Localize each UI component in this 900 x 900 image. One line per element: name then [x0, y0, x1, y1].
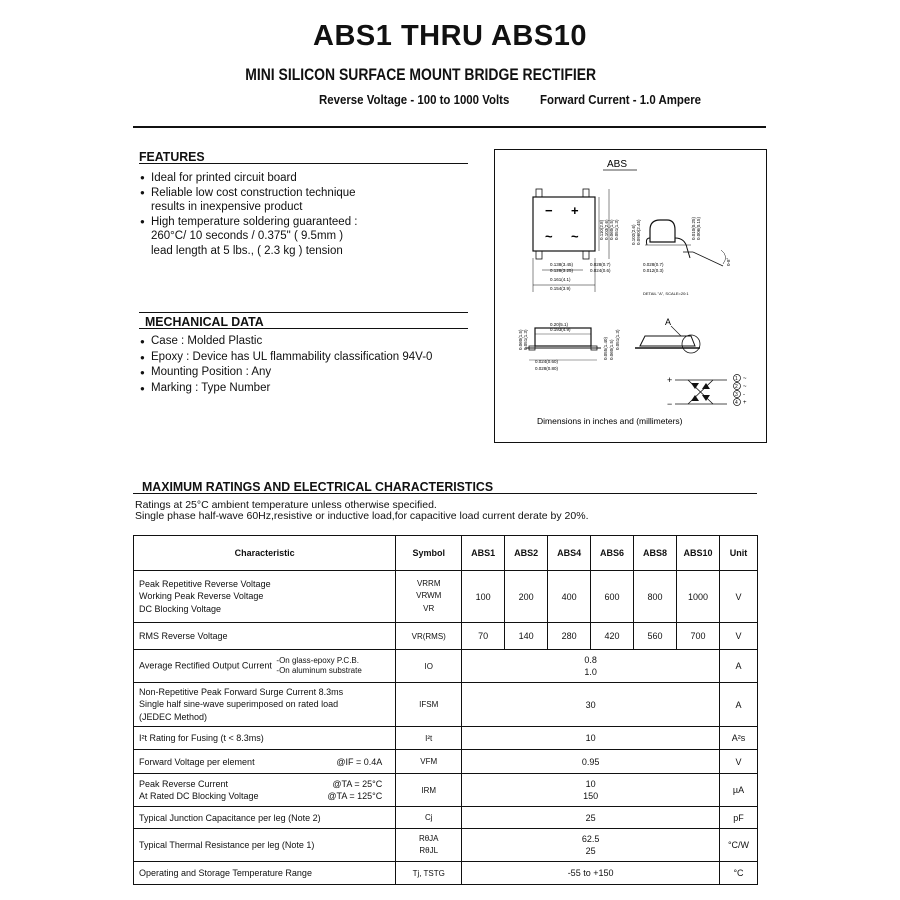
table-row: [134, 829, 758, 862]
svg-text:~: ~: [743, 376, 747, 382]
svg-text:+: +: [667, 375, 673, 385]
ratings-heading: MAXIMUM RATINGS AND ELECTRICAL CHARACTERISTICS: [142, 479, 494, 494]
ratings-note-2: Single phase half-wave 60Hz,resistive or inductive load,for capacitive load current derate by 20%.: [135, 510, 589, 522]
value-cell: 800: [634, 571, 677, 623]
svg-text:0.028(0.7): 0.028(0.7): [590, 262, 611, 267]
ratings-table: [133, 535, 758, 885]
svg-text:0.051(1.3): 0.051(1.3): [614, 219, 619, 240]
value-cell: 140: [505, 623, 548, 650]
reverse-voltage-spec: Reverse Voltage - 100 to 1000 Volts: [319, 92, 510, 107]
svg-text:0-8°: 0-8°: [726, 257, 731, 266]
svg-text:0.20(5.1): 0.20(5.1): [550, 322, 569, 327]
value-cell: 600: [591, 571, 634, 623]
unit-cell: °C: [720, 862, 758, 885]
unit-cell: A: [720, 650, 758, 683]
characteristic-cell: Operating and Storage Temperature Range: [134, 862, 396, 885]
svg-text:~: ~: [743, 384, 747, 390]
value-cell: 200: [505, 571, 548, 623]
svg-text:0.028(0.80): 0.028(0.80): [535, 366, 559, 371]
value-cell: 62.5 25: [462, 829, 720, 862]
mechanical-overline: [139, 312, 468, 313]
svg-text:0.010(0.25): 0.010(0.25): [691, 216, 696, 240]
minus-mark: −: [545, 203, 553, 218]
characteristic-cell: Forward Voltage per element @IF = 0.4A: [134, 750, 396, 774]
value-cell: 1000: [677, 571, 720, 623]
characteristic-cell: Average Rectified Output Current -On glass-epoxy P.C.B. -On aluminum substrate: [134, 650, 396, 683]
svg-text:+: +: [743, 400, 747, 406]
svg-text:0.012(0.3): 0.012(0.3): [643, 268, 664, 273]
table-row: [134, 807, 758, 829]
plus-mark: +: [571, 203, 579, 218]
table-row: [134, 862, 758, 885]
column-header: Unit: [720, 536, 758, 571]
symbol-cell: VR(RMS): [396, 623, 462, 650]
svg-text:0.006(0.15): 0.006(0.15): [696, 216, 701, 240]
svg-text:0.193(4.9): 0.193(4.9): [550, 327, 571, 332]
characteristic-cell: Typical Thermal Resistance per leg (Note 1): [134, 829, 396, 862]
features-list: [140, 171, 358, 258]
svg-text:0.128(3.25): 0.128(3.25): [550, 268, 574, 273]
features-underline: [139, 163, 468, 164]
package-drawing-box: [494, 149, 767, 443]
column-header: ABS1: [462, 536, 505, 571]
symbol-cell: I²t: [396, 727, 462, 750]
package-outline-drawing: [495, 150, 766, 442]
value-cell: -55 to +150: [462, 862, 720, 885]
ratings-note-1: Ratings at 25°C ambient temperature unless otherwise specified.: [135, 499, 437, 511]
value-cell: 0.95: [462, 750, 720, 774]
package-label: ABS: [607, 159, 628, 170]
unit-cell: V: [720, 623, 758, 650]
mechanical-underline: [139, 328, 468, 329]
svg-text:0.055(1.40): 0.055(1.40): [603, 336, 608, 360]
value-cell: 280: [548, 623, 591, 650]
value-cell: 10 150: [462, 774, 720, 807]
svg-text:−: −: [667, 399, 673, 409]
column-header: ABS4: [548, 536, 591, 571]
svg-text:0.060(1.5): 0.060(1.5): [518, 329, 523, 350]
ratings-underline: [133, 493, 757, 494]
feature-item: ● Ideal for printed circuit board: [140, 171, 358, 186]
svg-text:0.051(1.3): 0.051(1.3): [615, 329, 620, 350]
svg-text:2: 2: [735, 384, 738, 390]
pin-legend: [734, 375, 748, 407]
table-row: [134, 774, 758, 807]
document-title: ABS1 THRU ABS10: [313, 20, 587, 52]
symbol-cell: IFSM: [396, 683, 462, 727]
characteristic-cell: I²t Rating for Fusing (t < 8.3ms): [134, 727, 396, 750]
feature-item: ● High temperature soldering guaranteed : 260°C/ 10 seconds / 0.375" ( 9.5mm ) lead length at 5 lbs., ( 2.3 kg ) tension: [140, 215, 358, 259]
value-cell: 420: [591, 623, 634, 650]
symbol-cell: Cj: [396, 807, 462, 829]
symbol-cell: RθJA RθJL: [396, 829, 462, 862]
value-cell: 560: [634, 623, 677, 650]
characteristic-cell: RMS Reverse Voltage: [134, 623, 396, 650]
features-heading: FEATURES: [139, 149, 205, 164]
table-row: [134, 623, 758, 650]
svg-text:4: 4: [735, 400, 738, 406]
mechanical-heading: MECHANICAL DATA: [145, 314, 264, 329]
svg-text:0.161(4.1): 0.161(4.1): [550, 277, 571, 282]
symbol-cell: IO: [396, 650, 462, 683]
value-cell: 400: [548, 571, 591, 623]
unit-cell: A²s: [720, 727, 758, 750]
characteristic-cell: Peak Repetitive Reverse Voltage Working Peak Reverse Voltage DC Blocking Voltage: [134, 571, 396, 623]
unit-cell: °C/W: [720, 829, 758, 862]
svg-text:3: 3: [735, 392, 738, 398]
value-cell: 25: [462, 807, 720, 829]
column-header: Characteristic: [134, 536, 396, 571]
forward-current-spec: Forward Current - 1.0 Ampere: [540, 92, 702, 107]
svg-text:0.110(2.8): 0.110(2.8): [599, 219, 604, 240]
characteristic-cell: Typical Junction Capacitance per leg (Note 2): [134, 807, 396, 829]
table-row: [134, 750, 758, 774]
svg-text:0.102(2.6): 0.102(2.6): [631, 224, 636, 245]
dimensions-note: Dimensions in inches and (millimeters): [537, 416, 683, 426]
package-top-view: [533, 197, 595, 251]
unit-cell: pF: [720, 807, 758, 829]
svg-text:1: 1: [735, 376, 738, 382]
svg-text:0.060(1.5): 0.060(1.5): [609, 339, 614, 360]
mechanical-list: [140, 334, 432, 396]
symbol-cell: Tj, TSTG: [396, 862, 462, 885]
table-row: [134, 650, 758, 683]
svg-text:0.024(0.60): 0.024(0.60): [535, 359, 559, 364]
header-divider: [133, 126, 766, 128]
value-cell: 70: [462, 623, 505, 650]
column-header: ABS8: [634, 536, 677, 571]
value-cell: 700: [677, 623, 720, 650]
column-header: ABS2: [505, 536, 548, 571]
svg-text:-: -: [743, 392, 745, 398]
symbol-cell: VRRM VRWM VR: [396, 571, 462, 623]
mechanical-item: ● Case : Molded Plastic: [140, 334, 432, 350]
svg-text:0.154(3.9): 0.154(3.9): [550, 286, 571, 291]
document-subtitle: MINI SILICON SURFACE MOUNT BRIDGE RECTIFIER: [245, 65, 597, 84]
svg-text:0.028(0.7): 0.028(0.7): [643, 262, 664, 267]
unit-cell: A: [720, 683, 758, 727]
column-header: Symbol: [396, 536, 462, 571]
table-row: [134, 571, 758, 623]
characteristic-cell: Peak Reverse Current @TA = 25°C At Rated DC Blocking Voltage @TA = 125°C: [134, 774, 396, 807]
ac-mark: ~: [545, 229, 553, 244]
table-header-row: [134, 536, 758, 571]
svg-text:0.0960(2.45): 0.0960(2.45): [636, 219, 641, 245]
mechanical-item: ● Marking : Type Number: [140, 381, 432, 397]
value-cell: 30: [462, 683, 720, 727]
svg-text:0.024(0.6): 0.024(0.6): [590, 268, 611, 273]
svg-text:0.060(1.5): 0.060(1.5): [609, 219, 614, 240]
unit-cell: V: [720, 750, 758, 774]
value-cell: 0.8 1.0: [462, 650, 720, 683]
column-header: ABS6: [591, 536, 634, 571]
mechanical-item: ● Epoxy : Device has UL flammability classification 94V-0: [140, 350, 432, 366]
svg-text:0.103(2.6): 0.103(2.6): [604, 219, 609, 240]
detail-label: DETAIL "A", SCALE=20:1: [643, 291, 689, 296]
mechanical-item: ● Mounting Position : Any: [140, 365, 432, 381]
table-row: [134, 683, 758, 727]
unit-cell: V: [720, 571, 758, 623]
value-cell: 10: [462, 727, 720, 750]
unit-cell: µA: [720, 774, 758, 807]
characteristic-cell: Non-Repetitive Peak Forward Surge Current 8.3ms Single half sine-wave superimposed on rated load (JEDEC Method): [134, 683, 396, 727]
feature-item: ● Reliable low cost construction technique results in inexpensive product: [140, 186, 358, 215]
detail-a-marker: A: [665, 317, 672, 327]
table-row: [134, 727, 758, 750]
ac-mark: ~: [571, 229, 579, 244]
bridge-circuit-symbol: [667, 375, 727, 409]
symbol-cell: IRM: [396, 774, 462, 807]
symbol-cell: VFM: [396, 750, 462, 774]
column-header: ABS10: [677, 536, 720, 571]
svg-text:0.051(1.3): 0.051(1.3): [523, 329, 528, 350]
value-cell: 100: [462, 571, 505, 623]
svg-text:0.138(3.45): 0.138(3.45): [550, 262, 574, 267]
